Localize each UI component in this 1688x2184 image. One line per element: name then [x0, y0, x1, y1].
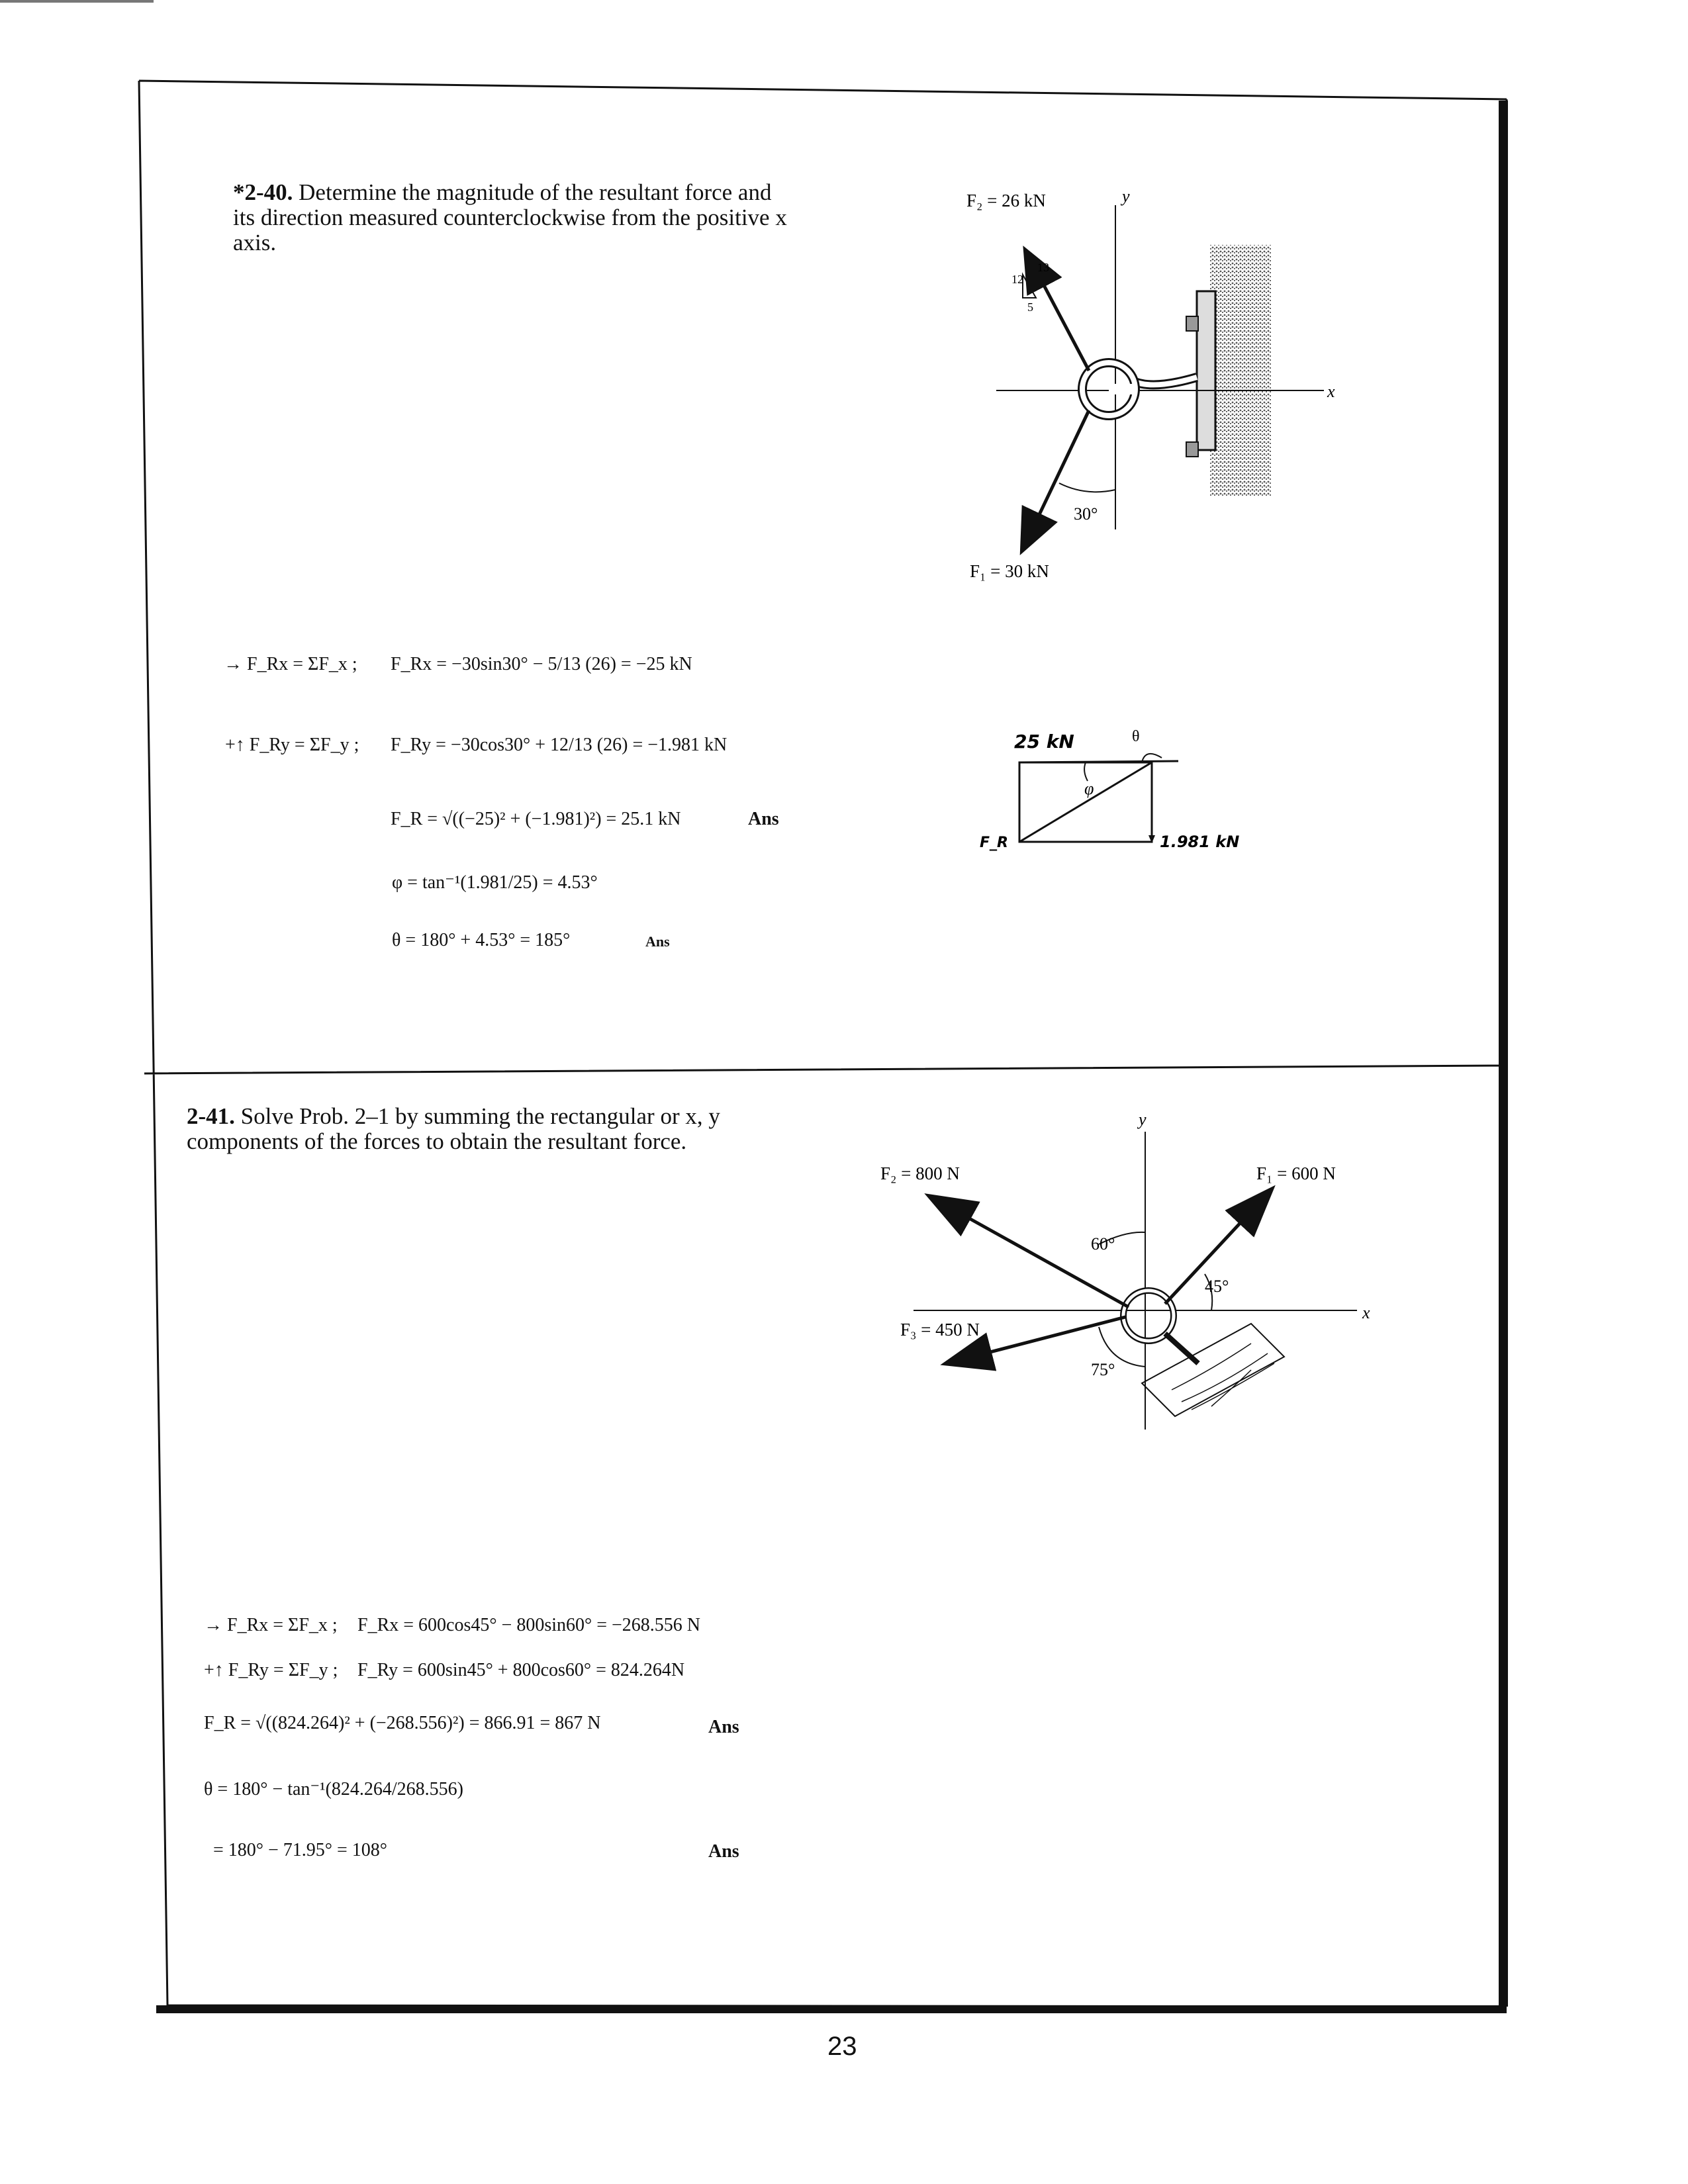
problem-text: Solve Prob. 2–1 by summing the rectangular or x, y components of the forces to obtain the resultant force. [187, 1103, 720, 1154]
f1-arrow [1023, 410, 1089, 549]
f2-arrow [1026, 251, 1089, 371]
mounting-plate [1197, 291, 1215, 450]
p240-eq2-lhs: +↑ F_Ry = ΣF_y ; [225, 735, 359, 755]
p241-eq1-lhs: → F_Rx = ΣF_x ; [204, 1615, 338, 1635]
slope-triangle [1023, 275, 1036, 298]
p240-eq3: F_R = √((−25)² + (−1.981)²) = 25.1 kN [391, 809, 681, 829]
p241-eq2-rhs: F_Ry = 600sin45° + 800cos60° = 824.264N [357, 1660, 685, 1680]
p241-eq5: = 180° − 71.95° = 108° [213, 1840, 387, 1860]
p241-eq1-rhs: F_Rx = 600cos45° − 800sin60° = −268.556 N [357, 1615, 701, 1635]
problem-number: 2-41. [187, 1103, 235, 1129]
angle-75-label: 75° [1091, 1360, 1115, 1379]
figure-2-41 [880, 1105, 1397, 1476]
resultant-sketch-240 [966, 721, 1240, 854]
y-axis-label: y [1122, 187, 1130, 206]
angle-30-label: 30° [1074, 504, 1098, 523]
p240-eq5: θ = 180° + 4.53° = 185° [392, 930, 571, 950]
p241-eq4: θ = 180° − tan⁻¹(824.264/268.556) [204, 1779, 463, 1799]
f2-label: F₂ = 800 N [880, 1163, 960, 1183]
problem-text: Determine the magnitude of the resultant force and its direction measured counterclockwise from the positive x axis. [233, 179, 787, 255]
sketch-phi-label: φ [1084, 779, 1094, 798]
f2-label: F₂ = 26 kN [966, 191, 1046, 210]
frame-shadow-bottom [156, 2005, 1507, 2013]
tri-12-label: 12 [1011, 273, 1023, 286]
p240-eq4: φ = tan⁻¹(1.981/25) = 4.53° [392, 872, 598, 893]
angle-arc [1059, 483, 1115, 492]
p241-eq3-ans: Ans [708, 1717, 739, 1737]
p241-eq5-ans: Ans [708, 1841, 739, 1862]
y-axis-label: y [1139, 1110, 1147, 1129]
angle-60-label: 60° [1091, 1234, 1115, 1253]
f3-label: F₃ = 450 N [900, 1320, 980, 1340]
angle-45-label: 45° [1205, 1277, 1229, 1296]
p240-eq1-lhs: → F_Rx = ΣF_x ; [224, 654, 357, 674]
sketch-theta-label: θ [1132, 728, 1140, 745]
problem-number: *2-40. [233, 179, 293, 205]
p240-eq1-rhs: F_Rx = −30sin30° − 5/13 (26) = −25 kN [391, 654, 692, 674]
tri-13-label: 13 [1037, 261, 1049, 274]
figure-2-40 [953, 179, 1364, 589]
p240-eq3-ans: Ans [748, 809, 779, 829]
problem-2-41-statement [187, 1104, 782, 1154]
problem-2-40-statement [233, 180, 796, 255]
page-number: 23 [827, 2032, 857, 2061]
p241-eq3: F_R = √((824.264)² + (−268.556)²) = 866.91 = 867 N [204, 1713, 601, 1733]
sketch-top-label: 25 kN [1014, 731, 1074, 752]
wall-hatch [1210, 245, 1271, 496]
f1-label: F₁ = 30 kN [970, 561, 1049, 581]
tri-5-label: 5 [1027, 300, 1033, 314]
sketch-right-label: 1.981 kN [1160, 833, 1240, 851]
f1-label: F₁ = 600 N [1256, 1163, 1336, 1183]
x-axis-label: x [1327, 382, 1335, 401]
p240-eq2-rhs: F_Ry = −30cos30° + 12/13 (26) = −1.981 kN [391, 735, 727, 755]
p240-eq5-ans: Ans [645, 933, 670, 950]
x-axis-label: x [1362, 1303, 1370, 1322]
sketch-fr-label: F_R [980, 835, 1008, 851]
p241-eq2-lhs: +↑ F_Ry = ΣF_y ; [204, 1660, 338, 1680]
frame-shadow-right [1499, 101, 1508, 2007]
